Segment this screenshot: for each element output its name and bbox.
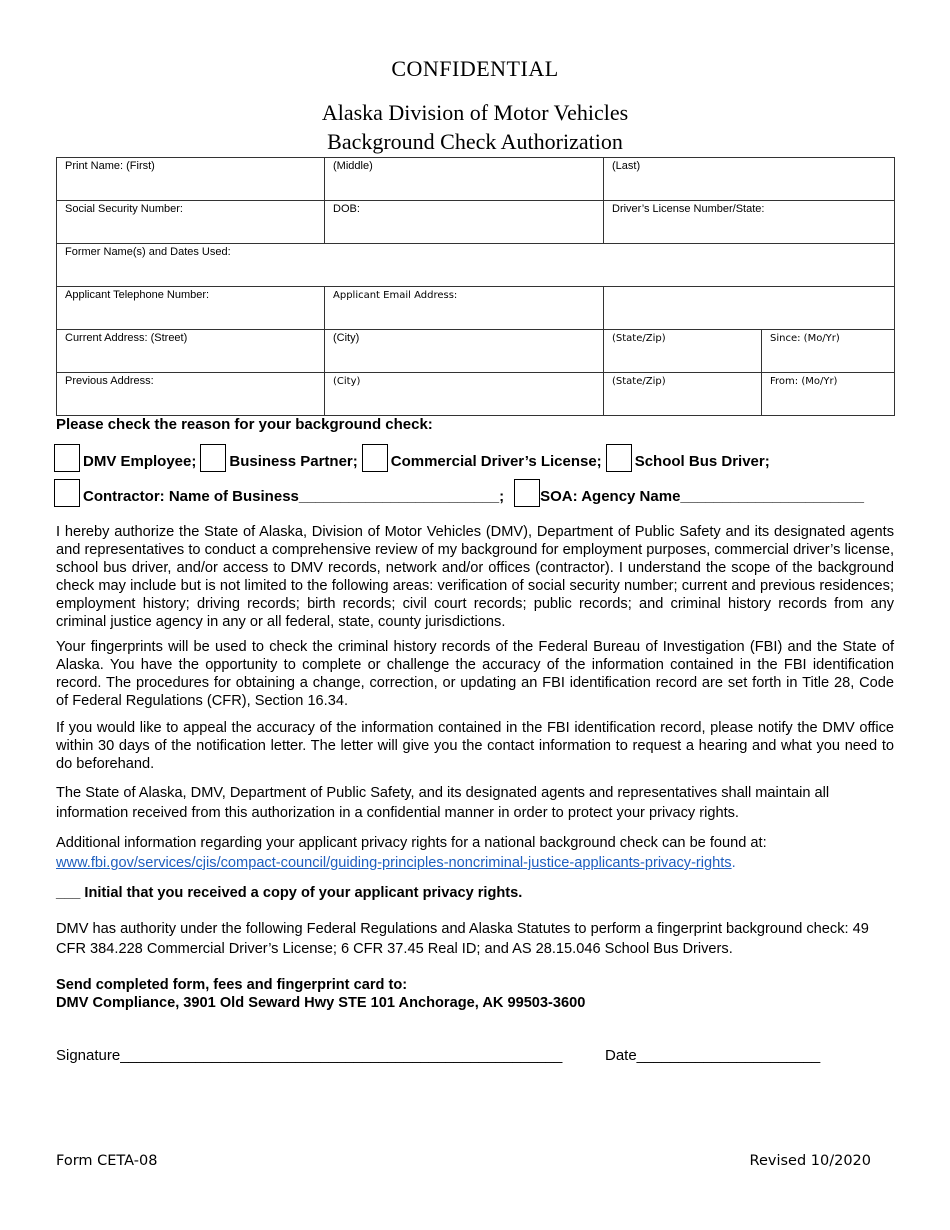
middle-name-field[interactable]: (Middle) — [325, 158, 604, 201]
last-name-field[interactable]: (Last) — [604, 158, 895, 201]
cdl-checkbox[interactable] — [362, 444, 388, 472]
current-street-field[interactable]: Current Address: (Street) — [57, 330, 325, 373]
reason-row-1 — [54, 442, 774, 470]
fingerprint-paragraph: Your fingerprints will be used to check the criminal history records of the Federal Bureau of Investigation (FBI) and the State of Alaska. You have the opportunity to complete or challenge the accuracy of the information contained in the FBI identification record. The procedures for obtaining a change, correction, or updating an FBI identification record are set forth in Title 28, Code of Federal Regulations (CFR), Section 16.34. — [56, 639, 894, 709]
cdl-label: Commercial Driver’s License; — [390, 453, 602, 470]
dob-field[interactable]: DOB: — [325, 201, 604, 244]
contractor-label: Contractor: Name of Business________________________; — [83, 488, 505, 505]
school-bus-checkbox[interactable] — [606, 444, 632, 472]
ssn-field[interactable]: Social Security Number: — [57, 201, 325, 244]
previous-address-field[interactable]: Previous Address: — [57, 373, 325, 416]
signature-line[interactable]: Signature_____________________________________________________ — [56, 1047, 563, 1064]
appeal-paragraph: If you would like to appeal the accuracy of the information contained in the FBI identification record, please notify the DMV office within 30 days of the notification letter. The letter will give you the contact information to request a hearing and what you need to do beforehand. — [56, 720, 894, 772]
additional-info-text: Additional information regarding your applicant privacy rights for a national background check can be found at: — [56, 835, 767, 851]
confidential-label: CONFIDENTIAL — [391, 56, 559, 81]
form-number: Form CETA-08 — [56, 1153, 158, 1169]
current-since-field[interactable]: Since: (Mo/Yr) — [762, 330, 895, 373]
privacy-paragraph: The State of Alaska, DMV, Department of Public Safety, and its designated agents and representatives shall maintain all information received from this authorization in a confidential manner in order to protect your privacy rights. — [56, 785, 830, 821]
fbi-privacy-link[interactable]: www.fbi.gov/services/cjis/compact-council/guiding-principles-noncriminal-justice-applicants-privacy-rights — [56, 855, 732, 871]
agency-title: Alaska Division of Motor Vehicles — [321, 100, 629, 125]
additional-info-paragraph — [56, 833, 894, 873]
first-name-field[interactable]: Print Name: (First) — [57, 158, 325, 201]
previous-city-field[interactable]: (City) — [325, 373, 604, 416]
authority-paragraph: DMV has authority under the following Federal Regulations and Alaska Statutes to perform a fingerprint background check: 49 CFR 384.228 Commercial Driver’s License; 6 CFR 37.45 Real ID; and AS 28.15.046 School Bus Drivers. — [56, 921, 869, 957]
initial-line[interactable]: ___ Initial that you received a copy of your applicant privacy rights. — [56, 885, 523, 901]
date-line[interactable]: Date______________________ — [605, 1047, 821, 1064]
former-names-field[interactable]: Former Name(s) and Dates Used: — [57, 244, 895, 287]
dmv-employee-checkbox[interactable] — [54, 444, 80, 472]
current-city-field[interactable]: (City) — [325, 330, 604, 373]
reason-heading: Please check the reason for your background check: — [56, 416, 433, 433]
blank-field[interactable] — [604, 287, 895, 330]
email-field[interactable]: Applicant Email Address: — [325, 287, 604, 330]
school-bus-label: School Bus Driver; — [634, 453, 770, 470]
business-partner-checkbox[interactable] — [200, 444, 226, 472]
revision-date: Revised 10/2020 — [749, 1153, 871, 1169]
business-partner-label: Business Partner; — [229, 453, 358, 470]
link-period: . — [731, 855, 736, 871]
phone-field[interactable]: Applicant Telephone Number: — [57, 287, 325, 330]
send-to-heading: Send completed form, fees and fingerprint card to: — [56, 977, 408, 993]
dmv-employee-label: DMV Employee; — [83, 453, 197, 470]
previous-from-field[interactable]: From: (Mo/Yr) — [762, 373, 895, 416]
current-statezip-field[interactable]: (State/Zip) — [604, 330, 762, 373]
send-to-address: DMV Compliance, 3901 Old Seward Hwy STE 101 Anchorage, AK 99503-3600 — [56, 995, 586, 1011]
contractor-checkbox[interactable] — [54, 479, 80, 507]
dl-number-field[interactable]: Driver’s License Number/State: — [604, 201, 895, 244]
applicant-info-table — [56, 157, 895, 416]
form-title: Background Check Authorization — [327, 129, 623, 154]
soa-checkbox[interactable] — [514, 479, 540, 507]
previous-statezip-field[interactable]: (State/Zip) — [604, 373, 762, 416]
soa-label: SOA: Agency Name______________________ — [540, 488, 864, 505]
reason-row-2 — [54, 477, 868, 505]
authorization-paragraph: I hereby authorize the State of Alaska, Division of Motor Vehicles (DMV), Department of Public Safety and its designated agents and representatives to conduct a comprehensive review of my background for employment purposes, commercial driver’s license, school bus driver, and/or access to DMV records, network and/or offices (contractor). I understand the scope of the background check may include but is not limited to the following areas: verification of social security number; current and previous residences; employment history; driving records; birth records; civil court records; public records; and criminal history records from any criminal justice agency in any or all federal, state, county jurisdictions. — [56, 524, 894, 630]
